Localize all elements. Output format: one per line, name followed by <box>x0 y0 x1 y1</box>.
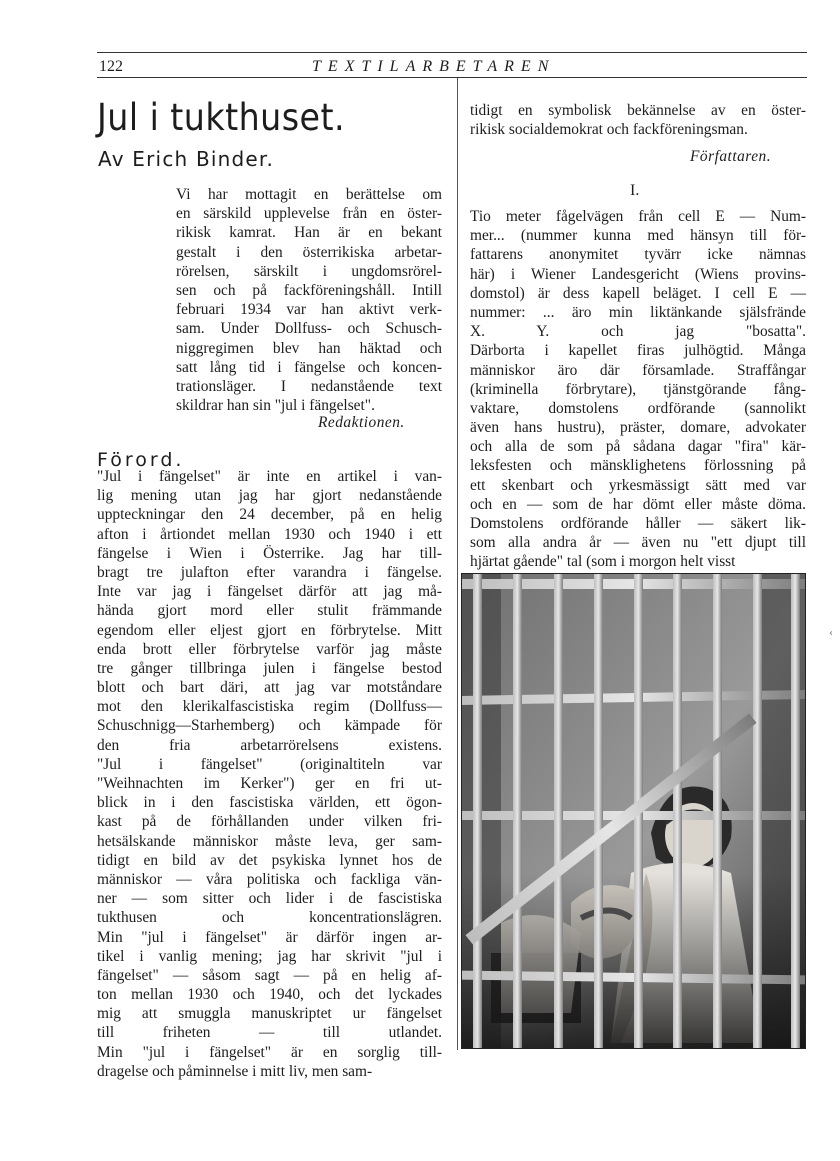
foreword-body <box>97 467 442 1081</box>
text-line: och en — som de har dömt eller måste döma. <box>470 495 806 513</box>
text-line: en särskild upplevelse från en öster- <box>176 205 442 223</box>
text-line: trationsläger. I nedanstående text <box>176 377 442 395</box>
text-line: hända gjort mord eller stulit främmande <box>97 602 442 620</box>
text-line: "Jul i fängelset" är inte en artikel i van- <box>97 468 442 485</box>
text-line: gestalt i den österrikiska arbetar- <box>176 243 442 261</box>
text-line: satt lång tid i fängelse och koncen- <box>176 358 442 376</box>
header-rule-top <box>97 52 807 53</box>
text-line: Min "jul i fängelset" är en sorglig till- <box>97 1043 442 1061</box>
text-line: blick in i den fascistiska världen, ett ögon- <box>97 794 442 812</box>
text-line: ner — som sitter och lider i de fascistiska <box>97 890 442 908</box>
editor-signature: Redaktionen. <box>318 414 405 431</box>
text-line: Inte var jag i fängelset därför att jag må- <box>97 583 442 601</box>
text-line: "Weihnachten im Kerker") ger en fri ut- <box>97 775 442 792</box>
text-line: Min "jul i fängelset" är därför ingen ar- <box>97 928 442 946</box>
text-line: vaktare, domstolens ordförande (sannolikt <box>470 399 806 417</box>
section-numeral: I. <box>630 182 640 199</box>
text-line: leksfesten och mänsklighetens förlossning på <box>470 457 806 475</box>
text-line: niggregimen blev han häktad och <box>176 339 442 357</box>
text-line: nummer: ... äro min liktänkande själsfrände <box>470 303 806 321</box>
text-line: även hans hustru), präster, domare, advokater <box>470 419 806 437</box>
text-line: blott och bart däri, att jag var motståndare <box>97 679 442 697</box>
text-line: den fria arbetarrörelsens existens. <box>97 736 442 754</box>
text-line: och alla de som på sådana dagar "fira" kär- <box>470 438 806 456</box>
page-number: 122 <box>99 58 123 75</box>
foreword-continuation <box>470 101 806 139</box>
text-line: tre gånger tillbringa julen i fängelse bestod <box>97 659 442 677</box>
byline: Av Erich Binder. <box>98 147 275 171</box>
editor-intro <box>176 185 442 415</box>
text-line: domstol) är dess kapell beläget. I cell E — <box>470 284 806 302</box>
article-title: Jul i tukthuset. <box>97 96 345 139</box>
text-line: Därborta i kapellet firas julhögtid. Många <box>470 342 806 360</box>
text-line: rörelsen, särskilt i ungdomsrörel- <box>176 262 442 280</box>
text-line: hetsälskande människor måste leva, ger sam- <box>97 832 442 850</box>
text-line: tidigt en bild av det psykiska lynnet hos de <box>97 851 442 869</box>
text-line: mig att smuggla manuskriptet ur fängelset <box>97 1005 442 1023</box>
text-line: tukthusen och koncentrationslägren. <box>97 909 442 927</box>
text-line: afton i årtiondet mellan 1930 och 1940 i ett <box>97 525 442 543</box>
text-line: X. Y. och jag "bosatta". <box>470 323 806 341</box>
header-rule-bottom <box>97 77 807 78</box>
text-line: "Jul i fängelset" (originaltiteln var <box>97 755 442 773</box>
text-line: bragt tre julafton efter varandra i fängelse. <box>97 563 442 581</box>
text-line: fängelset" — såsom sagt — på en helig af- <box>97 966 442 984</box>
prison-bars-illustration <box>461 573 806 1049</box>
text-line: dragelse och påminnelse i mitt liv, men sam- <box>97 1062 373 1080</box>
text-line: egendom eller eljest gjort en förbrytelse. Mitt <box>97 621 442 639</box>
text-line: som alla andra år — även nu "ett djupt till <box>470 534 806 552</box>
text-line: hjärtat gående" tal (som i morgon helt visst <box>470 553 736 571</box>
text-line: februari 1934 var han aktivt verk- <box>176 301 442 319</box>
text-line: tikel i vanlig mening; jag har skrivit "jul i <box>97 947 442 965</box>
text-line: tidigt en symbolisk bekännelse av en öster- <box>470 102 806 119</box>
text-line: Domstolens ordförande håller — säkert lik- <box>470 515 806 532</box>
text-line: enda brott eller förbrytelse varför jag måste <box>97 640 442 658</box>
text-line: skildrar han sin "jul i fängelset". <box>176 397 375 415</box>
text-line: uppteckningar den 24 december, på en helig <box>97 506 442 524</box>
text-line: lig mening utan jag har gjort nedanstående <box>97 487 442 505</box>
margin-mark: ‹ <box>829 628 833 639</box>
text-line: människor — våra politiska och fackliga vän- <box>97 870 442 888</box>
foreword-heading: Förord. <box>97 449 185 471</box>
text-line: kast på de förhållanden under vilken fri- <box>97 813 442 831</box>
author-signature: Författaren. <box>690 148 772 165</box>
text-line: här) i Wiener Landesgericht (Wiens provins- <box>470 265 806 283</box>
text-line: (kriminella förbrytare), tjänstgörande fång- <box>470 380 806 398</box>
text-line: ton mellan 1930 och 1940, och det lyckades <box>97 986 442 1004</box>
text-line: Schuschnigg—Starhemberg) och kämpade för <box>97 717 442 735</box>
prison-photo <box>461 573 806 1049</box>
text-line: människor äro där församlade. Straffångar <box>470 361 806 379</box>
text-line: fattarens anonymitet tyvärr icke nämnas <box>470 246 806 264</box>
text-line: mot den klerikalfascistiska regim (Dollfuss— <box>97 698 442 716</box>
text-line: mer... (nummer kunna med hänsyn till för- <box>470 227 806 245</box>
text-line: fängelse i Wien i Österrike. Jag har till- <box>97 544 442 562</box>
journal-title: TEXTILARBETAREN <box>312 58 556 75</box>
column-divider <box>457 78 458 1050</box>
text-line: Tio meter fågelvägen från cell E — Num- <box>470 208 806 225</box>
text-line: till friheten — till utlandet. <box>97 1024 442 1042</box>
section-one-body <box>470 207 806 572</box>
text-line: sam. Under Dollfuss- och Schusch- <box>176 320 442 338</box>
text-line: rikisk socialdemokrat och fackföreningsman. <box>470 121 748 139</box>
text-line: Vi har mottagit en berättelse om <box>176 186 442 203</box>
text-line: sen och på fackföreningshåll. Intill <box>176 281 442 299</box>
text-line: ett skenbart och yrkesmässigt sätt med var <box>470 476 806 494</box>
text-line: rikisk kamrat. Han är en bekant <box>176 224 442 242</box>
